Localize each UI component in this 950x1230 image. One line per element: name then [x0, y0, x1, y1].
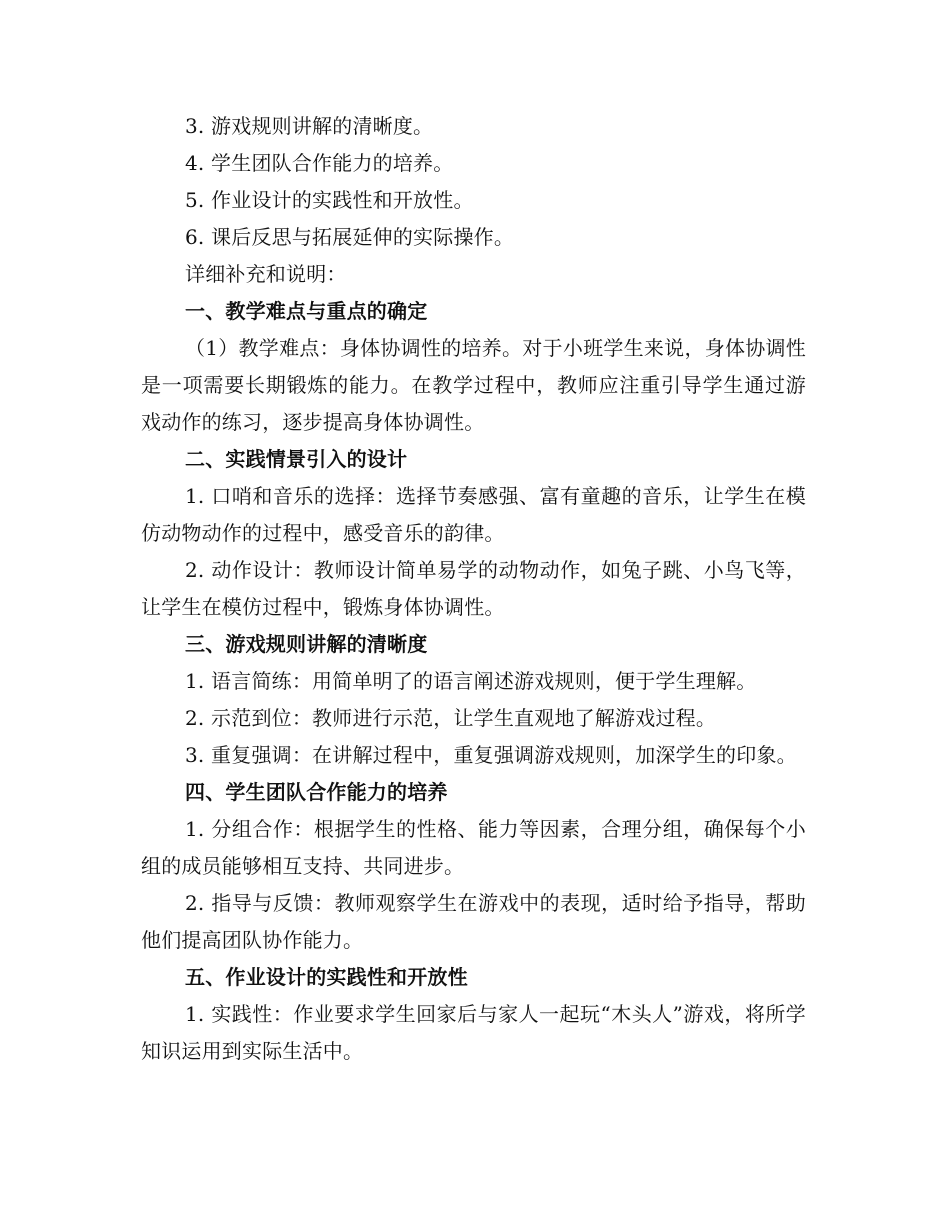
- list-item: 3. 游戏规则讲解的清晰度。: [185, 114, 434, 138]
- paragraph: 2. 动作设计：教师设计简单易学的动物动作，如兔子跳、小鸟飞等，让学生在模仿过程中，锻炼身体协调性。: [141, 558, 806, 619]
- paragraph: 2. 示范到位：教师进行示范，让学生直观地了解游戏过程。: [185, 706, 717, 730]
- document-page: [141, 108, 806, 1070]
- paragraph: 3. 重复强调：在讲解过程中，重复强调游戏规则，加深学生的印象。: [185, 743, 797, 767]
- section-heading: 三、游戏规则讲解的清晰度: [185, 632, 428, 656]
- list-item: 4. 学生团队合作能力的培养。: [185, 151, 454, 175]
- paragraph: 1. 口哨和音乐的选择：选择节奏感强、富有童趣的音乐，让学生在模仿动物动作的过程中，感受音乐的韵律。: [141, 484, 806, 545]
- section-heading: 二、实践情景引入的设计: [185, 447, 408, 471]
- supplement-label: 详细补充和说明：: [185, 262, 347, 286]
- section-heading: 一、教学难点与重点的确定: [185, 299, 428, 323]
- section-heading: 五、作业设计的实践性和开放性: [185, 965, 468, 989]
- list-item: 6. 课后反思与拓展延伸的实际操作。: [185, 225, 515, 249]
- section-heading: 四、学生团队合作能力的培养: [185, 780, 448, 804]
- paragraph: （1）教学难点：身体协调性的培养。对于小班学生来说，身体协调性是一项需要长期锻炼的能力。在教学过程中，教师应注重引导学生通过游戏动作的练习，逐步提高身体协调性。: [141, 336, 806, 434]
- paragraph: 1. 语言简练：用简单明了的语言阐述游戏规则，便于学生理解。: [185, 669, 757, 693]
- paragraph: 1. 分组合作：根据学生的性格、能力等因素，合理分组，确保每个小组的成员能够相互支持、共同进步。: [141, 817, 806, 878]
- paragraph: 1. 实践性：作业要求学生回家后与家人一起玩“木头人”游戏，将所学知识运用到实际生活中。: [141, 1002, 806, 1063]
- paragraph: 2. 指导与反馈：教师观察学生在游戏中的表现，适时给予指导，帮助他们提高团队协作能力。: [141, 891, 806, 952]
- list-item: 5. 作业设计的实践性和开放性。: [185, 188, 474, 212]
